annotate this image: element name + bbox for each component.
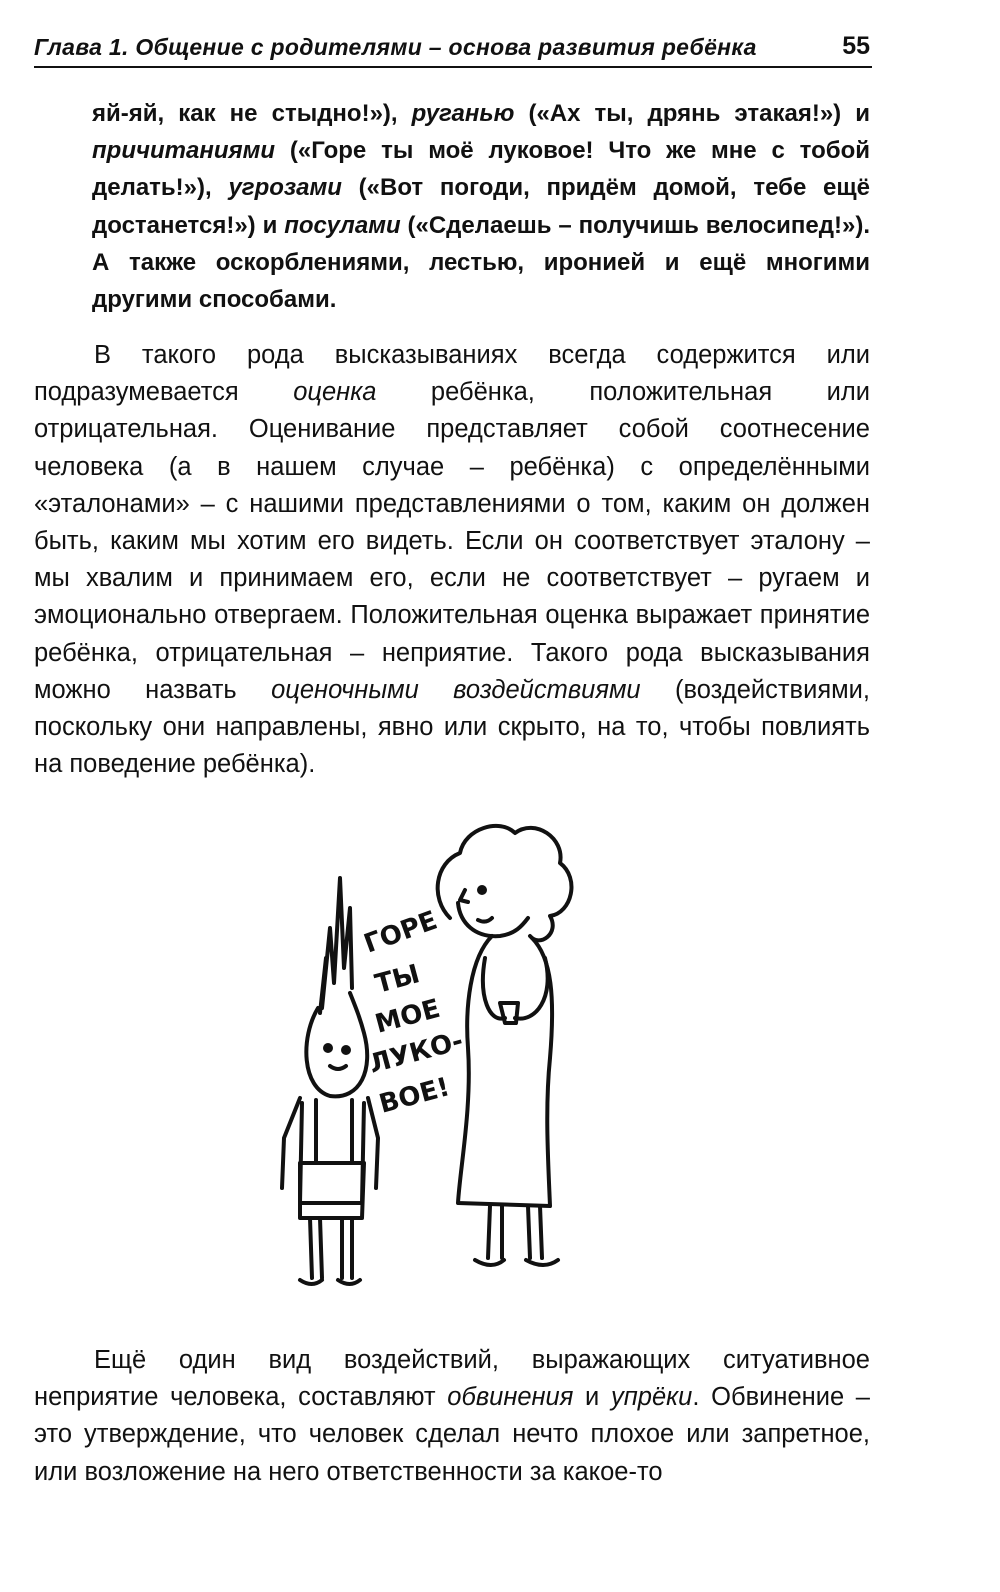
child-shorts (300, 1163, 364, 1218)
speech-line-3: МОЕ (372, 993, 444, 1040)
p1-emph-3: угрозами (228, 174, 342, 202)
p2-text-3: (воздействиями, поскольку они направлены, явно или скрыто, на то, чтобы повлиять на поведение ребёнка). (34, 675, 871, 779)
p1-text-1: яй-яй, как не стыдно!»), (92, 100, 412, 127)
paragraph-1 (92, 95, 870, 318)
page-number: 55 (842, 32, 870, 60)
page-header (34, 28, 872, 68)
p1-text-4: («Вот погоди, придём домой, тебе ещё достанется!») и (92, 174, 870, 239)
p3-emph-1: обвинения (447, 1383, 574, 1412)
illustration (260, 808, 620, 1298)
p1-text-2: («Ах ты, дрянь этакая!») и (514, 100, 870, 127)
p1-text-3: («Горе ты моё луковое! Что же мне с тобой делать!»), (92, 137, 870, 202)
p3-emph-2: упрёки (610, 1383, 693, 1412)
woman-feet (475, 1260, 558, 1265)
woman-hair (438, 826, 572, 940)
child-head (306, 993, 367, 1096)
paragraph-2 (34, 337, 870, 783)
p2-emph-1: оценка (293, 378, 377, 407)
p1-emph-4: посулами (284, 211, 401, 239)
child-eye-left (325, 1045, 331, 1051)
speech-line-4: ЛУКО- (366, 1025, 467, 1080)
paragraph-3 (34, 1342, 870, 1491)
speech-line-2: ТЫ (372, 959, 423, 1000)
woman-hands (500, 1003, 518, 1023)
woman-arms (483, 958, 548, 1019)
p3-text-3: . Обвинение – это утверждение, что человек сделал нечто плохое или запретное, или возложение на него ответственности за какое-то (34, 1383, 870, 1486)
child-hair (320, 878, 352, 1013)
p1-text-5: («Сделаешь – получишь велосипед!»). А также оскорблениями, лестью, иронией и ещё многими другими способами. (92, 211, 870, 314)
illustration-drawing (260, 808, 620, 1298)
woman-eye (479, 887, 485, 893)
p2-emph-2: оценочными воздействиями (271, 675, 641, 704)
child-legs (310, 1218, 352, 1278)
speech-bubble (360, 906, 466, 1120)
child-mouth (330, 1066, 346, 1069)
speech-line-5: ВОЕ! (376, 1072, 453, 1120)
p1-emph-2: причитаниями (92, 137, 276, 165)
woman-legs (488, 1206, 542, 1258)
p1-emph-1: руганью (411, 100, 515, 127)
child-eye-right (343, 1047, 349, 1053)
p3-text-2: и (573, 1383, 611, 1412)
woman-dress (458, 936, 552, 1206)
woman-nose (460, 890, 468, 902)
p3-text-1: Ещё один вид воздействий, выражающих ситуативное неприятие человека, составляют (34, 1346, 870, 1412)
woman-mouth (478, 918, 492, 922)
child-feet (300, 1280, 360, 1284)
running-title: Глава 1. Общение с родителями – основа развития ребёнка (34, 34, 757, 60)
speech-line-1: ГОРЕ (360, 905, 442, 960)
child-suspenders (316, 1100, 352, 1163)
p2-text-1: В такого рода высказываниях всегда содержится или подразумевается (34, 341, 870, 407)
p2-text-2: ребёнка, положительная или отрицательная. Оценивание представляет собой соотнесение человека (а в нашем случае – ребёнка) с определёнными «эталонами» – с нашими представлениями о том, каким он должен быть, каким мы хотим его видеть. Если он соответствует эталону – мы хвалим и принимаем его, если не соответствует – ругаем и эмоционально отвергаем. Положительная оценка выражает принятие ребёнка, отрицательная – неприятие. Такого рода высказывания можно назвать (34, 378, 870, 704)
